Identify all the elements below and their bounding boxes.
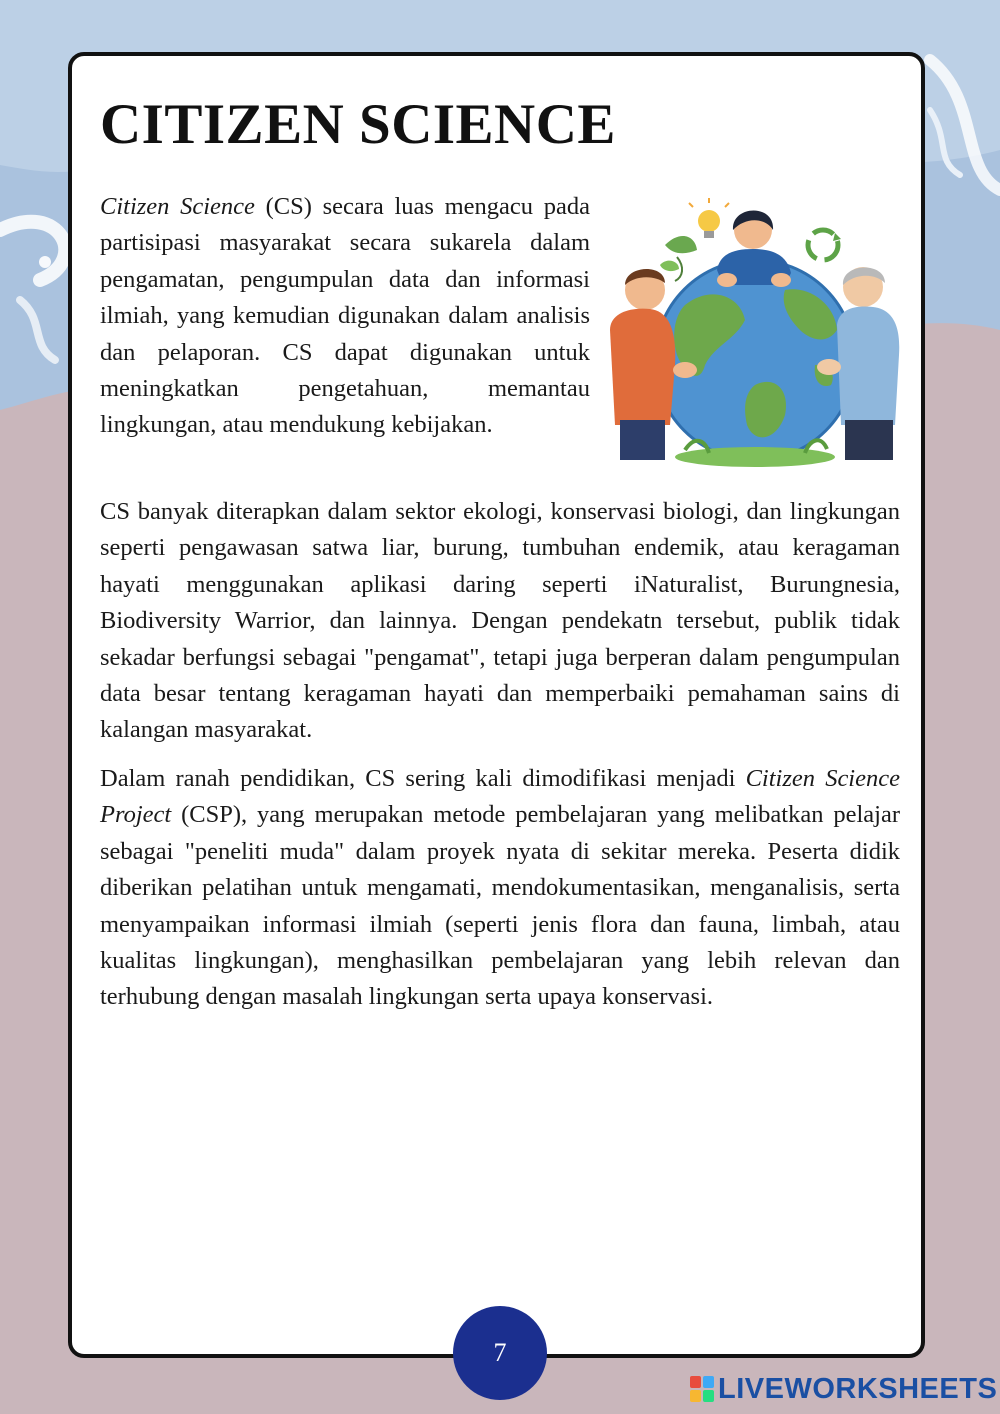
recycle-icon <box>808 230 841 260</box>
paragraph-intro-text: (CS) secara luas mengacu pada partisipasi masyarakat secara sukarela dalam pengamatan, pengumpulan data dan informasi ilmiah, yang kemudian digunakan dalam analisis dan pelaporan. CS dapat digunakan untuk meningkatkan pengetahuan, memantau lingkungan, atau mendukung kebijakan. <box>100 193 590 439</box>
page-title: CITIZEN SCIENCE <box>100 93 616 156</box>
term-citizen-science-project: Citizen Science Project <box>100 765 900 829</box>
term-citizen-science: Citizen Science <box>100 193 255 220</box>
leaf-icon <box>660 236 697 281</box>
lightbulb-icon <box>689 198 729 238</box>
liveworksheets-branding[interactable] <box>690 1372 997 1406</box>
paragraph-ecology: CS banyak diterapkan dalam sektor ekologi, konservasi biologi, dan lingkungan seperti pengawasan satwa liar, burung, tumbuhan endemik, atau keragaman hayati menggunakan aplikasi daring seperti iNaturalist, Burungnesia, Biodiversity Warrior, dan lainnya. Dengan pendekatn tersebut, publik tidak sekadar berfungsi sebagai "pengamat", tetapi juga berperan dalam pengumpulan data besar tentang keragaman hayati dan memperbaiki pemahaman sains di kalangan masyarakat. <box>100 498 900 744</box>
paragraph-education <box>100 761 900 1016</box>
paragraph-intro <box>100 189 590 444</box>
liveworksheets-wordmark: LIVEWORKSHEETS <box>718 1372 998 1405</box>
earth-globe-icon <box>605 195 905 475</box>
page-number: 7 <box>453 1306 547 1400</box>
paragraph-education-lead: Dalam ranah pendidikan, CS sering kali dimodifikasi menjadi <box>100 765 746 792</box>
liveworksheets-logo-icon <box>690 1376 714 1402</box>
paragraph-education-text: (CSP), yang merupakan metode pembelajaran yang melibatkan pelajar sebagai "peneliti muda" dalam proyek nyata di sekitar mereka. Peserta didik diberikan pelatihan untuk mengamati, mendokumentasikan, menganalisis, serta menyampaikan informasi ilmiah (seperti jenis flora dan fauna, limbah, atau kualitas lingkungan), menghasilkan pembelajaran yang lebih relevan dan terhubung dengan masalah lingkungan serta upaya konservasi. <box>100 801 900 1011</box>
